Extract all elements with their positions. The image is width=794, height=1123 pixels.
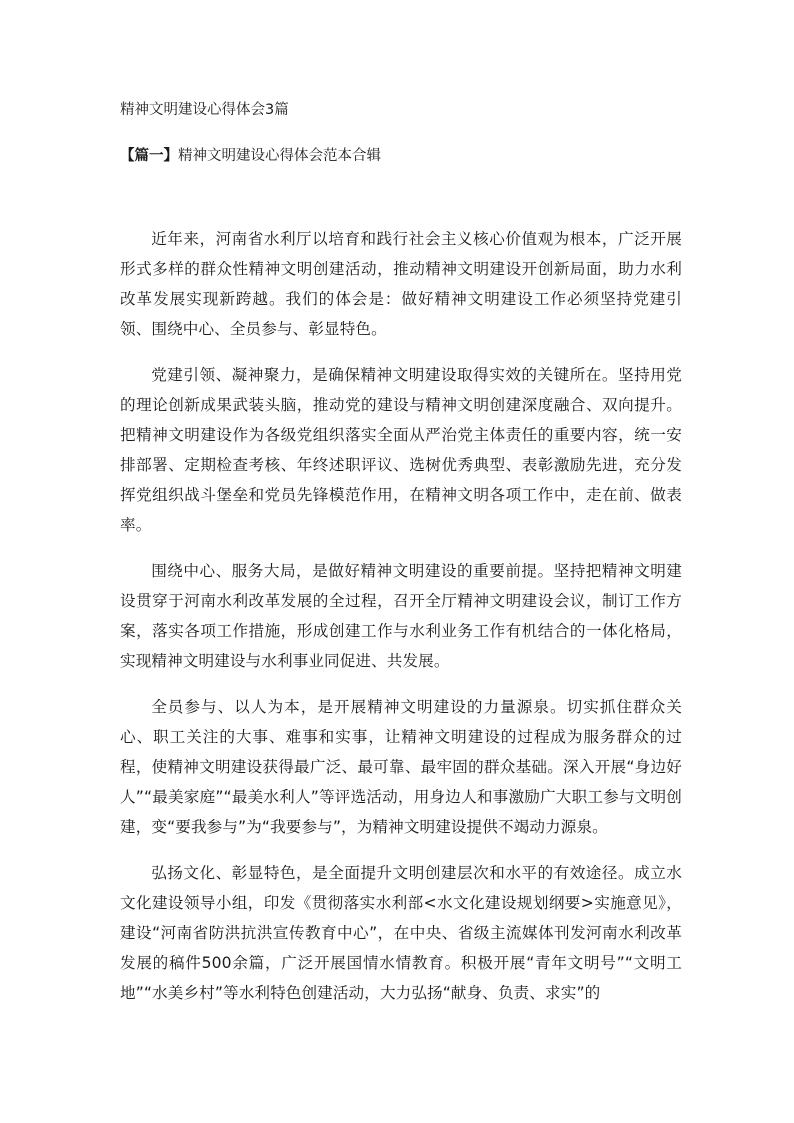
document-title: 精神文明建设心得体会3篇 bbox=[120, 102, 289, 118]
paragraph: 弘扬文化、彰显特色，是全面提升文明创建层次和水平的有效途径。成立水文化建设领导小组，印发《贯彻落实水利部<水文化建设规划纲要>实施意见》，建设“河南省防洪抗洪宣传教育中心”，在中央、省级主流媒体刊发河南水利改革发展的稿件500余篇，广泛开展国情水情教育。积极开展“青年文明号”“文明工地”“水美乡村”等水利特色创建活动，大力弘扬“献身、负责、求实”的 bbox=[120, 864, 682, 1002]
document-body bbox=[120, 224, 682, 1024]
paragraph: 近年来，河南省水利厅以培育和践行社会主义核心价值观为根本，广泛开展形式多样的群众性精神文明创建活动，推动精神文明建设开创新局面，助力水利改革发展实现新跨越。我们的体会是：做好精神文明建设工作必须坚持党建引领、围绕中心、全员参与、彰显特色。 bbox=[120, 230, 682, 338]
paragraph: 党建引领、凝神聚力，是确保精神文明建设取得实效的关键所在。坚持用党的理论创新成果武装头脑，推动党的建设与精神文明创建深度融合、双向提升。把精神文明建设作为各级党组织落实全面从严治党主体责任的重要内容，统一安排部署、定期检查考核、年终述职评议、选树优秀典型、表彰激励先进，充分发挥党组织战斗堡垒和党员先锋模范作用，在精神文明各项工作中，走在前、做表率。 bbox=[120, 366, 682, 534]
section-heading bbox=[120, 146, 381, 166]
section-bracket-label: 【篇一】 bbox=[120, 148, 178, 164]
paragraph: 全员参与、以人为本，是开展精神文明建设的力量源泉。切实抓住群众关心、职工关注的大事、难事和实事，让精神文明建设的过程成为服务群众的过程，使精神文明建设获得最广泛、最可靠、最牢固的群众基础。深入开展“身边好人”“最美家庭”“最美水利人”等评选活动，用身边人和事激励广大职工参与文明创建，变“要我参与”为“我要参与”，为精神文明建设提供不竭动力源泉。 bbox=[120, 698, 682, 836]
section-title: 精神文明建设心得体会范本合辑 bbox=[178, 148, 381, 164]
paragraph: 围绕中心、服务大局，是做好精神文明建设的重要前提。坚持把精神文明建设贯穿于河南水利改革发展的全过程，召开全厅精神文明建设会议，制订工作方案，落实各项工作措施，形成创建工作与水利业务工作有机结合的一体化格局，实现精神文明建设与水利事业同促进、共发展。 bbox=[120, 562, 682, 670]
